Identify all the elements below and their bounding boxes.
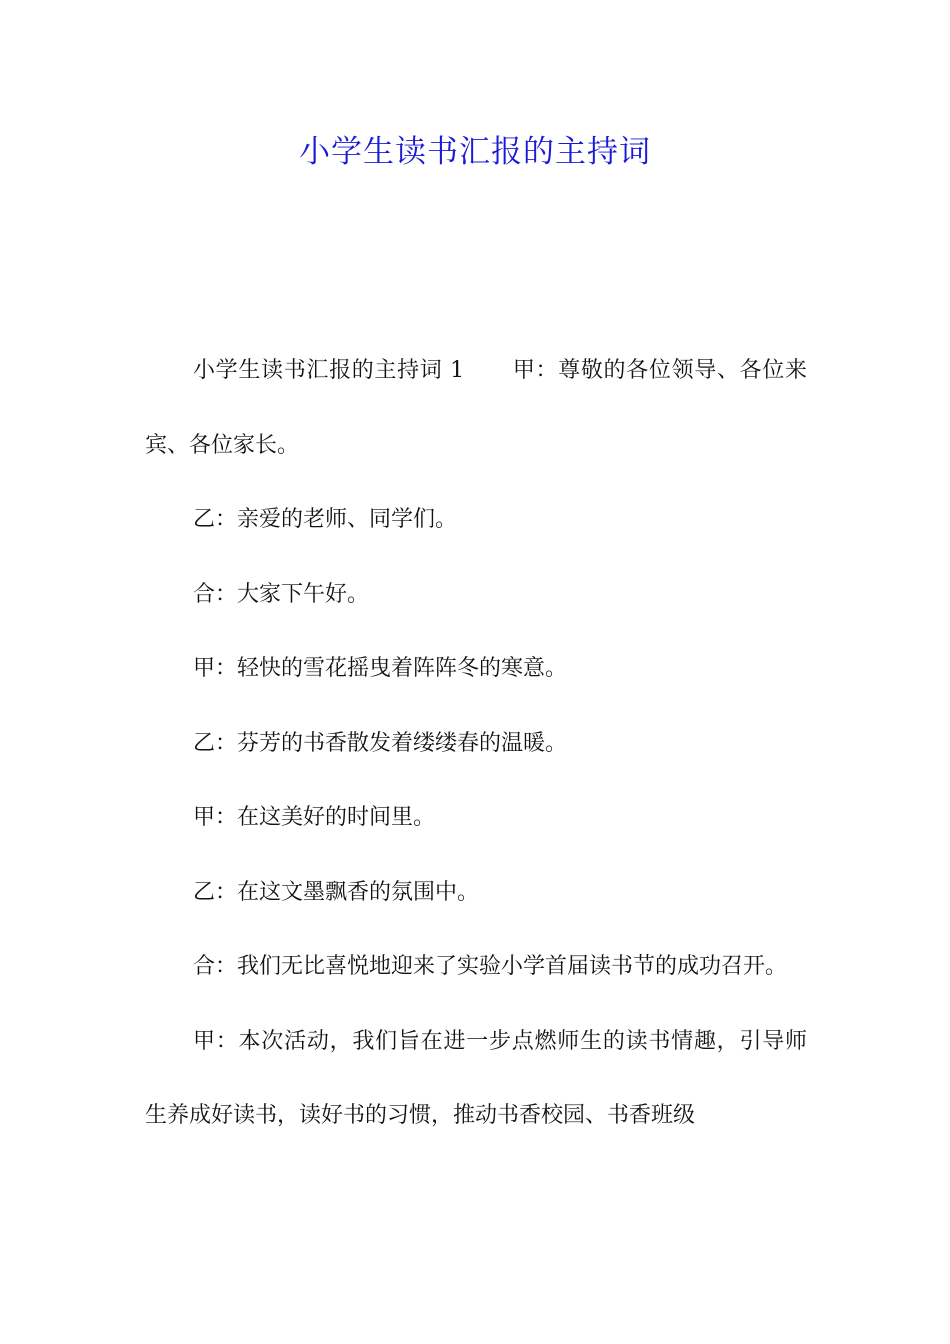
intro-heading: 小学生读书汇报的主持词 1 [193,358,465,383]
document-title: 小学生读书汇报的主持词 [299,134,651,170]
paragraph: 乙：芬芳的书香散发着缕缕春的温暖。 [193,730,568,756]
intro-paragraph [145,334,807,483]
paragraph: 甲：在这美好的时间里。 [193,805,436,830]
paragraph: 乙：亲爱的老师、同学们。 [193,507,458,532]
paragraph: 合：大家下午好。 [193,581,370,607]
paragraph: 甲：本次活动，我们旨在进一步点燃师生的读书情趣，引导师生养成好读书，读好书的习惯，推动书香校园、书香班级 [145,1028,807,1128]
document-body [145,334,807,1154]
paragraph: 甲：轻快的雪花摇曳着阵阵冬的寒意。 [193,656,568,681]
paragraph: 合：我们无比喜悦地迎来了实验小学首届读书节的成功召开。 [193,954,788,979]
intro-first-line: 甲：尊敬的各位领导、各位来宾、各位家长。 [145,358,807,458]
paragraph: 乙：在这文墨飘香的氛围中。 [193,879,480,905]
